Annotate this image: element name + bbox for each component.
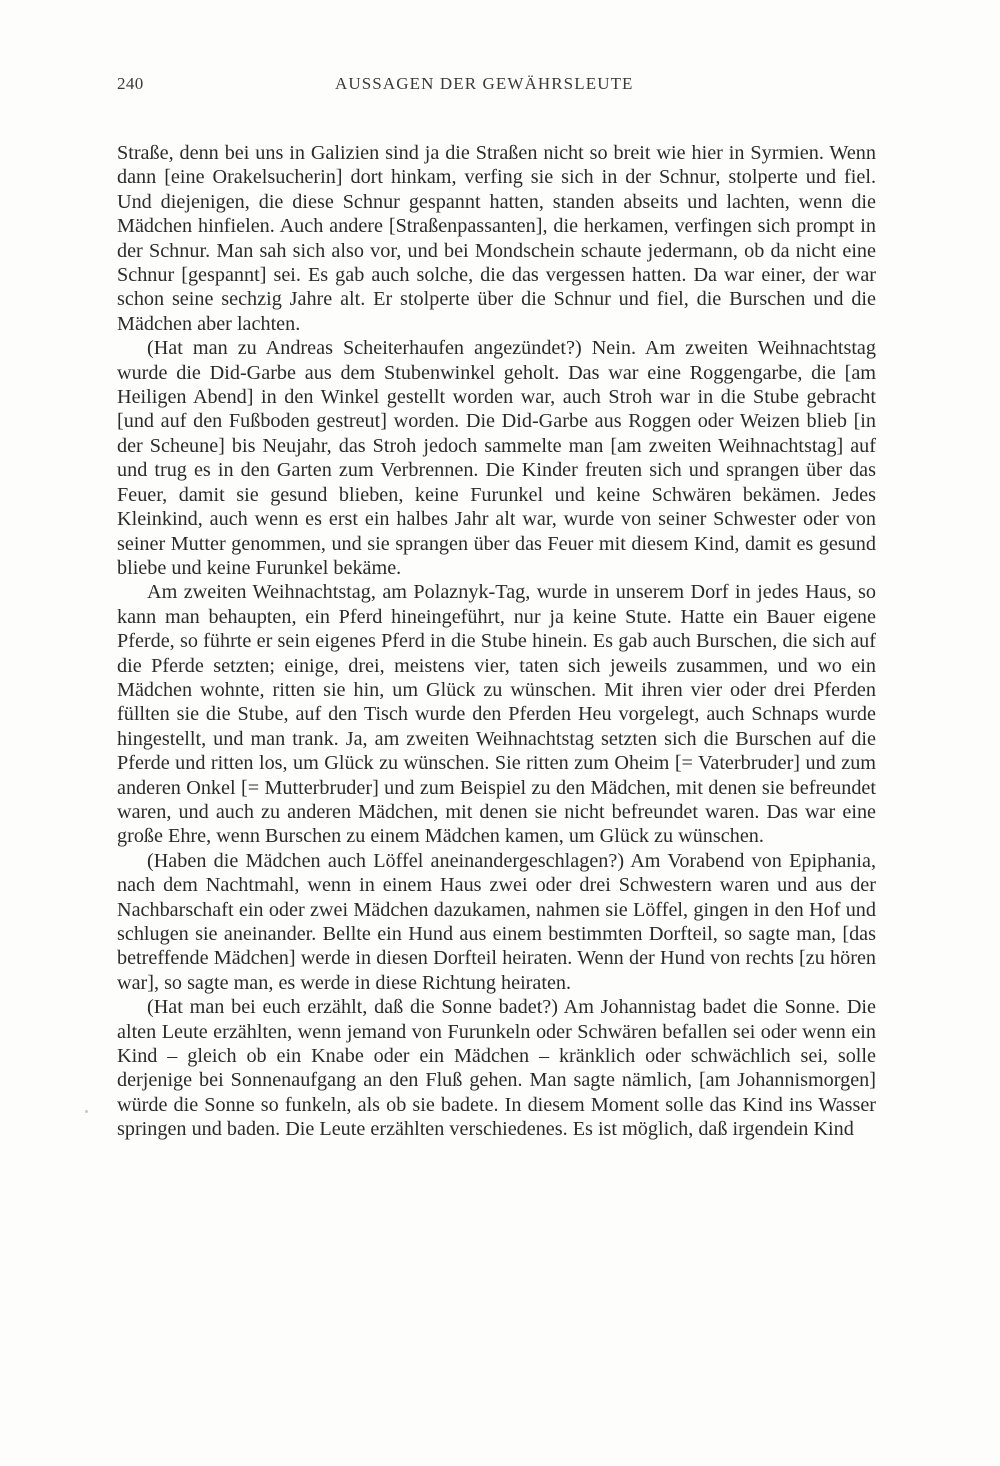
page-header <box>117 74 887 98</box>
body-text <box>117 141 876 1142</box>
page-number: 240 <box>117 74 144 93</box>
paragraph-3: Am zweiten Weihnachtstag, am Polaznyk-Tag, wurde in unserem Dorf in jedes Haus, so kann man behaupten, ein Pferd hineingeführt, nur ja keine Stute. Hatte ein Bauer eigene Pferde, so führte er sein eigenes Pferd in die Stube hinein. Es gab auch Burschen, die sich auf die Pferde setzten; einige, drei, meistens vier, taten sich jeweils zusammen, und wo ein Mädchen wohnte, ritten sie hin, um Glück zu wünschen. Mit ihren vier oder drei Pferden füllten sie die Stube, auf den Tisch wurde den Pferden Heu vorgelegt, auch Schnaps wurde hingestellt, und man trank. Ja, am zweiten Weihnachtstag setzten sich die Burschen auf die Pferde und ritten los, um Glück zu wünschen. Sie ritten zum Oheim [= Vaterbruder] und zum anderen Onkel [= Mutterbruder] und zum Beispiel zu den Mädchen, mit denen sie befreundet waren, und auch zu anderen Mädchen, mit denen sie nicht befreundet waren. Das war eine große Ehre, wenn Burschen zu einem Mädchen kamen, um Glück zu wünschen. <box>117 581 876 848</box>
paragraph-1: Straße, denn bei uns in Galizien sind ja die Straßen nicht so breit wie hier in Syrmien. Wenn dann [eine Orakelsucherin] dort hinkam, verfing sie sich in der Schnur, stolperte und fiel. Und diejenigen, die diese Schnur gespannt hatten, standen abseits und lachten, wenn die Mädchen hinfielen. Auch andere [Straßenpassanten], die herkamen, verfingen sich prompt in der Schnur. Man sah sich also vor, und bei Mondschein schaute jedermann, ob da nicht eine Schnur [gespannt] sei. Es gab auch solche, die das vergessen hatten. Da war einer, der war schon seine sechzig Jahre alt. Er stolperte über die Schnur und fiel, die Burschen und die Mädchen aber lachten. <box>117 142 876 335</box>
margin-speck <box>85 1110 88 1113</box>
running-head: AUSSAGEN DER GEWÄHRSLEUTE <box>335 74 634 93</box>
paragraph-2: (Hat man zu Andreas Scheiterhaufen angezündet?) Nein. Am zweiten Weihnachtstag wurde die Did-Garbe aus dem Stubenwinkel geholt. Das war eine Roggengarbe, die [am Heiligen Abend] in den Winkel gestellt worden war, auch Stroh war in die Stube gebracht [und auf den Fußboden gestreut] worden. Die Did-Garbe aus Roggen oder Weizen blieb [in der Scheune] bis Neujahr, das Stroh jedoch sammelte man [am zweiten Weihnachtstag] auf und trug es in den Garten zum Verbrennen. Die Kinder freuten sich und sprangen über das Feuer, damit sie gesund blieben, keine Furunkel und keine Schwären bekämen. Jedes Kleinkind, auch wenn es erst ein halbes Jahr alt war, wurde von seiner Schwester oder von seiner Mutter genommen, und sie sprangen über das Feuer mit diesem Kind, damit es gesund bliebe und keine Furunkel bekäme. <box>117 337 876 579</box>
paragraph-5: (Hat man bei euch erzählt, daß die Sonne badet?) Am Johannistag badet die Sonne. Die alten Leute erzählten, wenn jemand von Furunkeln oder Schwären befallen sei oder wenn ein Kind – gleich ob ein Knabe oder ein Mädchen – kränklich oder schwächlich sei, solle derjenige bei Sonnenaufgang an den Fluß gehen. Man sagte nämlich, [am Johannismorgen] würde die Sonne so funkeln, als ob sie badete. In diesem Moment solle das Kind ins Wasser springen und baden. Die Leute erzählten verschiedenes. Es ist möglich, daß irgendein Kind <box>117 996 876 1141</box>
paragraph-4: (Haben die Mädchen auch Löffel aneinandergeschlagen?) Am Vorabend von Epiphania, nach dem Nachtmahl, wenn in einem Haus zwei oder drei Schwestern waren und aus der Nachbarschaft ein oder zwei Mädchen dazukamen, nahmen sie Löffel, gingen in den Hof und schlugen sie aneinander. Bellte ein Hund aus einem bestimmten Dorfteil, so sagte man, [das betreffende Mädchen] werde in diesen Dorfteil heiraten. Wenn der Hund von rechts [zu hören war], so sagte man, es werde in diese Richtung heiraten. <box>117 849 876 994</box>
